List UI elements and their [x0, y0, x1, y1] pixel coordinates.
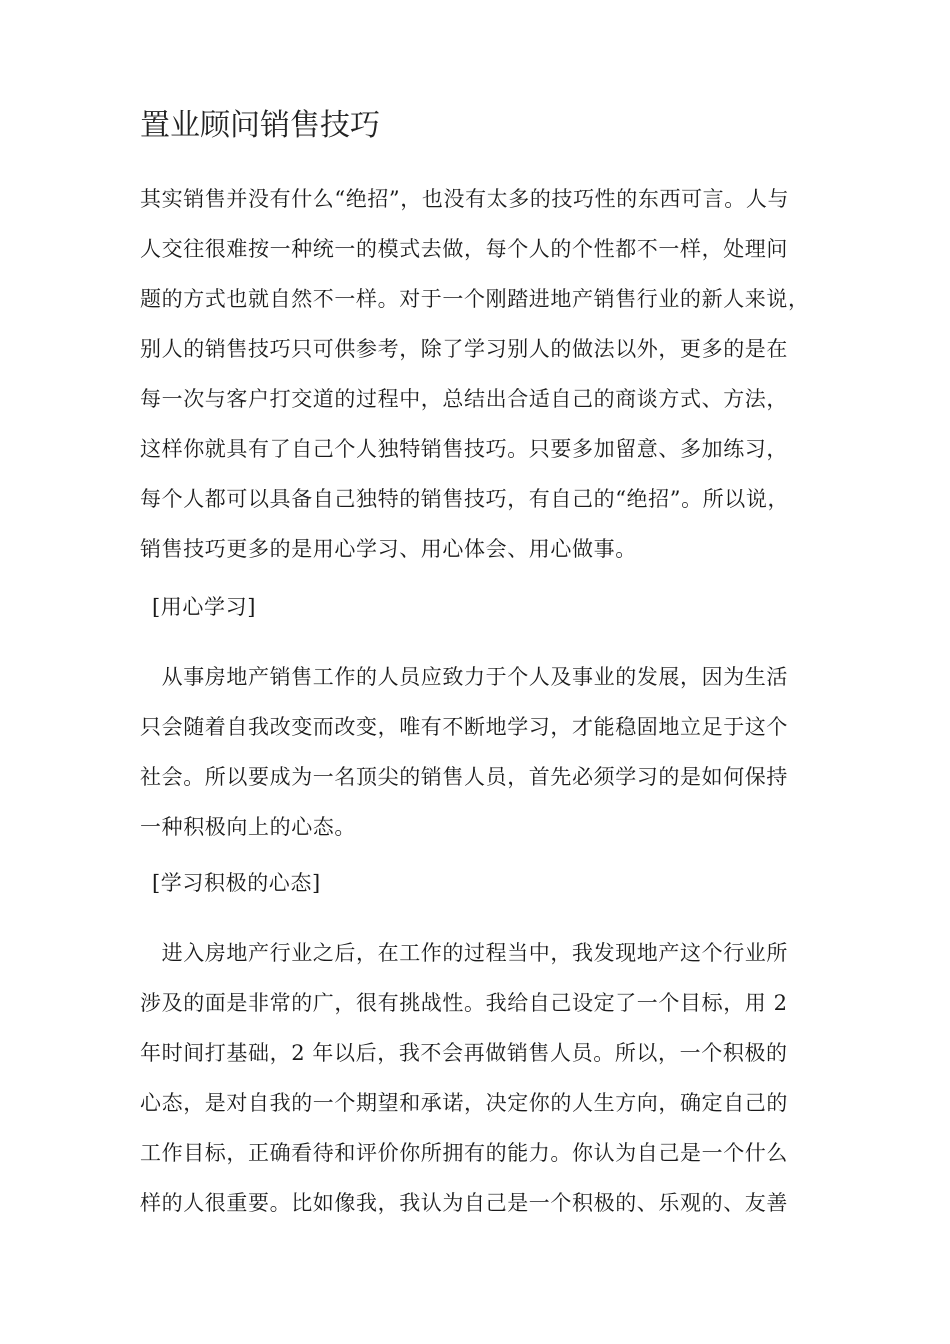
section-heading-study: [用心学习]: [152, 595, 256, 619]
text-line: 从事房地产销售工作的人员应致力于个人及事业的发展，因为生活: [140, 665, 788, 689]
text-line: 社会。所以要成为一名顶尖的销售人员，首先必须学习的是如何保持: [140, 765, 788, 789]
text-line: 年时间打基础，2 年以后，我不会再做销售人员。所以，一个积极的: [140, 1041, 788, 1065]
text-line: 心态，是对自我的一个期望和承诺，决定你的人生方向，确定自己的: [140, 1091, 788, 1115]
text-line: 每一次与客户打交道的过程中，总结出合适自己的商谈方式、方法，: [140, 387, 788, 411]
text-line: 人交往很难按一种统一的模式去做，每个人的个性都不一样，处理问: [140, 237, 788, 261]
text-line: 工作目标，正确看待和评价你所拥有的能力。你认为自己是一个什么: [140, 1141, 788, 1165]
text-line: 进入房地产行业之后，在工作的过程当中，我发现地产这个行业所: [140, 941, 788, 965]
text-line: 涉及的面是非常的广，很有挑战性。我给自己设定了一个目标，用 2: [140, 991, 788, 1015]
text-line: 这样你就具有了自己个人独特销售技巧。只要多加留意、多加练习，: [140, 437, 788, 461]
text-line: 一种积极向上的心态。: [140, 815, 356, 839]
text-line: 题的方式也就自然不一样。对于一个刚踏进地产销售行业的新人来说，: [140, 287, 810, 311]
section-heading-attitude: [学习积极的心态]: [152, 871, 321, 895]
text-line: 只会随着自我改变而改变，唯有不断地学习，才能稳固地立足于这个: [140, 715, 788, 739]
document-title: 置业顾问销售技巧: [140, 108, 380, 143]
section-attitude-paragraph: [140, 928, 820, 1228]
text-line: 样的人很重要。比如像我，我认为自己是一个积极的、乐观的、友善: [140, 1191, 788, 1215]
section-study-paragraph: [140, 652, 820, 852]
intro-paragraph: [140, 174, 820, 574]
text-line: 其实销售并没有什么“绝招”，也没有太多的技巧性的东西可言。人与: [140, 187, 790, 211]
text-line: 每个人都可以具备自己独特的销售技巧，有自己的“绝招”。所以说，: [140, 487, 790, 511]
text-line: 销售技巧更多的是用心学习、用心体会、用心做事。: [140, 537, 637, 561]
text-line: 别人的销售技巧只可供参考，除了学习别人的做法以外，更多的是在: [140, 337, 788, 361]
